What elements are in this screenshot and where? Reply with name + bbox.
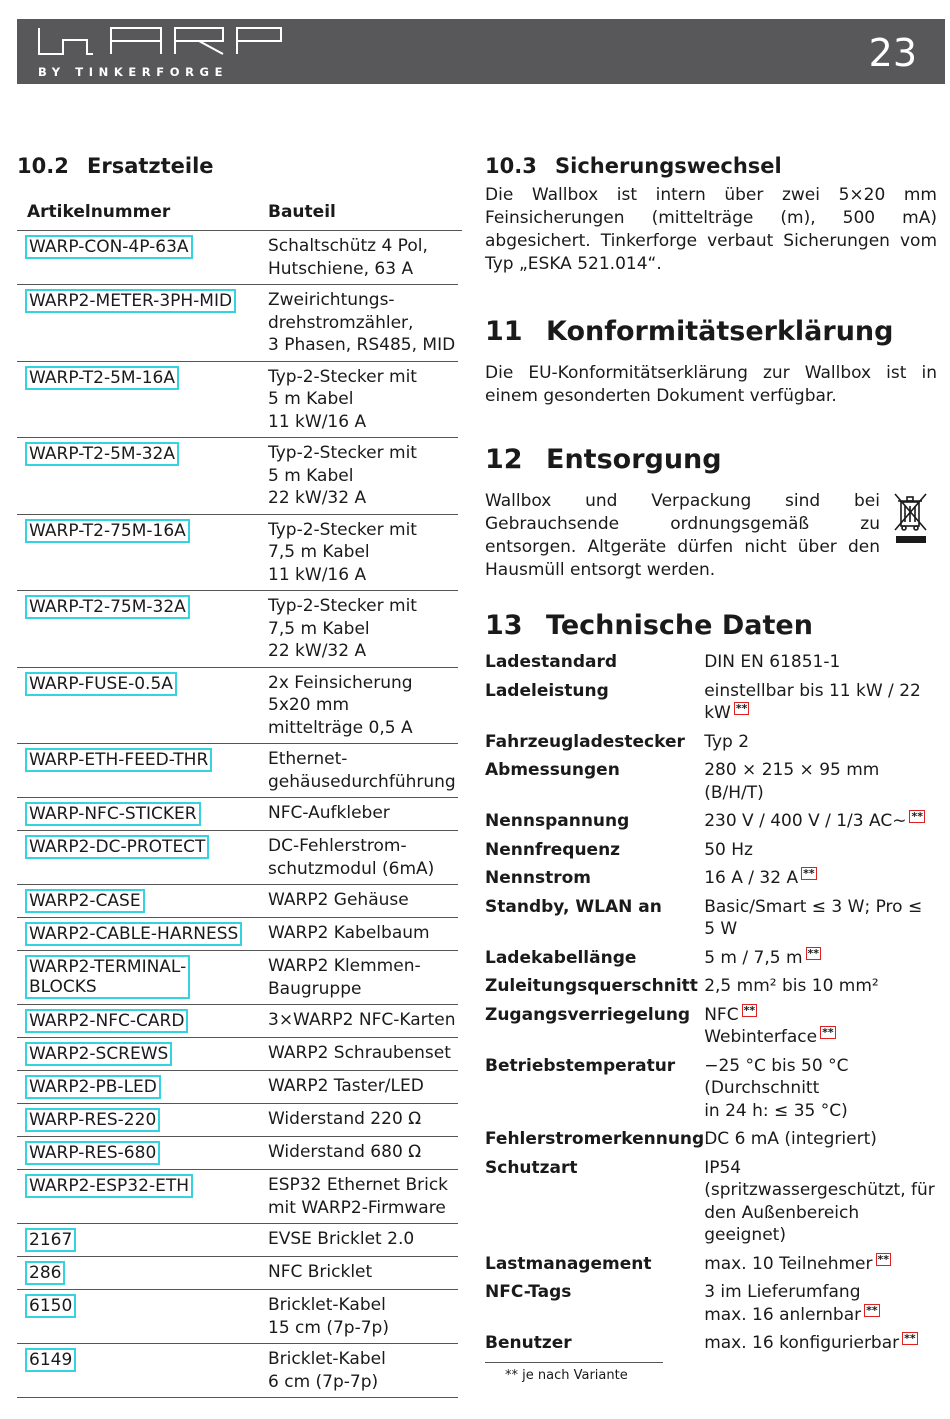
article-cell xyxy=(17,744,268,798)
article-number-link[interactable]: WARP2-NFC-CARD xyxy=(25,1009,188,1033)
part-description: Typ-2-Stecker mit 7,5 m Kabel 11 kW/16 A xyxy=(268,514,458,591)
section-number: 11 xyxy=(485,316,523,347)
section-heading-10-2 xyxy=(17,148,462,184)
page-header xyxy=(17,19,945,84)
spec-key: Ladestandard xyxy=(485,652,618,672)
spec-value-second-line: max. 16 anlernbar xyxy=(704,1304,862,1325)
spec-row xyxy=(485,1125,937,1154)
article-cell xyxy=(17,438,268,515)
spec-value-cell xyxy=(704,864,937,893)
spec-value: 2,5 mm² bis 10 mm² xyxy=(704,976,879,996)
spec-key: Fahrzeugladestecker xyxy=(485,731,685,752)
spec-value-cell xyxy=(704,1052,937,1126)
spec-key: Nennspannung xyxy=(485,811,630,831)
spec-key: Nennstrom xyxy=(485,868,591,888)
table-row xyxy=(17,438,458,515)
article-cell xyxy=(17,591,268,668)
part-description: Ethernet- gehäusedurchführung xyxy=(268,744,458,798)
article-number-link[interactable]: WARP-T2-75M-16A xyxy=(25,519,190,543)
article-number-link[interactable]: WARP2-PB-LED xyxy=(25,1075,161,1099)
spec-value: max. 16 konfigurierbar xyxy=(704,1333,900,1353)
spec-key: Standby, WLAN an xyxy=(485,896,662,917)
spec-value-cell xyxy=(704,728,937,757)
section-title: Technische Daten xyxy=(546,610,813,641)
spec-row xyxy=(485,756,937,807)
conformity-text: Die EU-Konformitätserklärung zur Wallbox ist in einem gesonderten Dokument verfügbar. xyxy=(485,363,937,406)
spec-value: 3 im Lieferumfang xyxy=(704,1282,861,1302)
spec-value-cell xyxy=(704,1001,937,1052)
spec-row xyxy=(485,893,937,944)
spec-key: Zugangsverriegelung xyxy=(485,1004,691,1025)
article-number-link[interactable]: WARP2-METER-3PH-MID xyxy=(25,289,236,313)
table-row xyxy=(17,885,458,918)
article-number-link[interactable]: WARP-FUSE-0.5A xyxy=(25,672,177,696)
parts-table xyxy=(17,231,458,1398)
spec-row xyxy=(485,864,937,893)
variant-footnote-link[interactable]: ** xyxy=(807,946,820,960)
article-cell xyxy=(17,285,268,362)
spec-row xyxy=(485,1154,937,1250)
part-description: Widerstand 680 Ω xyxy=(268,1137,458,1170)
table-row xyxy=(17,1005,458,1038)
table-row xyxy=(17,1170,458,1224)
table-row xyxy=(17,1071,458,1104)
spec-row xyxy=(485,1278,937,1329)
part-description: Bricklet-Kabel 6 cm (7p-7p) xyxy=(268,1344,458,1398)
article-number-link[interactable]: 6150 xyxy=(25,1294,76,1318)
spec-key: Abmessungen xyxy=(485,760,620,780)
spec-key: NFC-Tags xyxy=(485,1282,572,1302)
spec-row xyxy=(485,1329,937,1358)
spec-row xyxy=(485,1001,937,1052)
spec-value: DIN EN 61851-1 xyxy=(704,652,841,672)
table-row xyxy=(17,798,458,831)
part-description: DC-Fehlerstrom- schutzmodul (6mA) xyxy=(268,831,458,885)
variant-footnote-link[interactable]: ** xyxy=(743,1003,756,1017)
spec-row xyxy=(485,972,937,1001)
column-header-part: Bauteil xyxy=(268,202,336,222)
part-description: Zweirichtungs- drehstromzähler, 3 Phasen, RS485, MID xyxy=(268,285,458,362)
article-cell xyxy=(17,1170,268,1224)
spare-parts-section xyxy=(17,148,462,1398)
spec-key: Fehlerstromerkennung xyxy=(485,1129,705,1149)
spec-value: 5 m / 7,5 m xyxy=(704,947,803,968)
part-description: Typ-2-Stecker mit 7,5 m Kabel 22 kW/32 A xyxy=(268,591,458,668)
article-number-link[interactable]: WARP-NFC-STICKER xyxy=(25,802,201,826)
section-title: Entsorgung xyxy=(546,444,722,475)
table-row xyxy=(17,231,458,285)
section-number: 10.3 xyxy=(485,154,537,178)
fuse-text: Die Wallbox ist intern über zwei 5×20 mm Feinsicherungen (mittelträge (m), 500 mA) abgesichert. Tinkerforge verbaut Sicherungen vom Typ „ESKA 521.014“. xyxy=(485,185,937,274)
column-header-article: Artikelnummer xyxy=(27,202,171,222)
part-description: 2x Feinsicherung 5x20 mm mittelträge 0,5 A xyxy=(268,667,458,744)
spec-row xyxy=(485,836,937,865)
spec-value: 50 Hz xyxy=(704,839,753,860)
spec-value: einstellbar bis 11 kW / 22 kW xyxy=(704,680,921,723)
article-cell xyxy=(17,361,268,438)
footnote: ** je nach Variante xyxy=(505,1367,628,1383)
spec-row xyxy=(485,648,937,677)
part-description: 3×WARP2 NFC-Karten xyxy=(268,1005,458,1038)
article-number-link[interactable]: WARP2-CASE xyxy=(25,889,145,913)
article-number-link[interactable]: WARP-CON-4P-63A xyxy=(25,235,193,259)
spec-value-cell xyxy=(704,944,937,973)
section-heading-13 xyxy=(485,604,937,648)
variant-footnote-link[interactable]: ** xyxy=(735,702,748,715)
part-description: Schaltschütz 4 Pol, Hutschiene, 63 A xyxy=(268,231,458,285)
article-number-link[interactable]: 286 xyxy=(25,1261,65,1285)
spec-value-cell xyxy=(704,1250,937,1279)
article-number-link[interactable]: 6149 xyxy=(25,1348,76,1372)
spec-value-cell xyxy=(704,648,937,677)
section-number: 13 xyxy=(485,610,523,641)
table-row xyxy=(17,831,458,885)
variant-footnote-link[interactable]: ** xyxy=(904,1332,916,1345)
part-description: ESP32 Ethernet Brick mit WARP2-Firmware xyxy=(268,1170,458,1224)
article-cell xyxy=(17,1290,268,1344)
article-number-link[interactable]: WARP-T2-5M-16A xyxy=(25,366,179,390)
table-row xyxy=(17,1137,458,1170)
spec-value: Typ 2 xyxy=(704,731,750,752)
section-number: 10.2 xyxy=(17,154,69,178)
table-row xyxy=(17,1104,458,1137)
article-number-link[interactable]: WARP-ETH-FEED-THR xyxy=(25,748,212,772)
spec-value-cell xyxy=(704,893,937,944)
article-cell xyxy=(17,918,268,951)
part-description: Bricklet-Kabel 15 cm (7p-7p) xyxy=(268,1290,458,1344)
article-cell xyxy=(17,1071,268,1104)
table-row xyxy=(17,591,458,668)
table-row xyxy=(17,361,458,438)
article-cell xyxy=(17,231,268,285)
spec-value-cell xyxy=(704,1154,937,1250)
spec-key: Ladekabellänge xyxy=(485,947,637,968)
spec-key: Schutzart xyxy=(485,1157,578,1178)
page-number: 23 xyxy=(868,31,917,75)
section-heading-11 xyxy=(485,310,937,354)
spec-row xyxy=(485,728,937,757)
variant-footnote-link[interactable]: ** xyxy=(803,867,815,880)
variant-footnote-link[interactable]: ** xyxy=(911,810,923,823)
spec-value-cell xyxy=(704,1329,937,1358)
warp-logo xyxy=(37,26,287,62)
part-description: Typ-2-Stecker mit 5 m Kabel 11 kW/16 A xyxy=(268,361,458,438)
parts-table-header xyxy=(17,202,462,231)
section-title: Konformitätserklärung xyxy=(546,316,894,347)
article-number-link[interactable]: 2167 xyxy=(25,1228,76,1252)
spec-key: Zuleitungsquerschnitt xyxy=(485,976,698,996)
spec-value-cell xyxy=(704,1125,937,1154)
article-cell xyxy=(17,1104,268,1137)
table-row xyxy=(17,514,458,591)
part-description: NFC Bricklet xyxy=(268,1257,458,1290)
section-number: 12 xyxy=(485,444,523,475)
article-cell xyxy=(17,885,268,918)
table-row xyxy=(17,667,458,744)
spec-table xyxy=(485,648,937,1358)
weee-crossed-bin-icon xyxy=(891,490,931,550)
article-cell xyxy=(17,831,268,885)
article-number-link[interactable]: WARP2-CABLE-HARNESS xyxy=(25,922,242,946)
part-description: WARP2 Taster/LED xyxy=(268,1071,458,1104)
part-description: Typ-2-Stecker mit 5 m Kabel 22 kW/32 A xyxy=(268,438,458,515)
article-cell xyxy=(17,1038,268,1071)
spec-value: 280 × 215 × 95 mm (B/H/T) xyxy=(704,760,880,803)
article-cell xyxy=(17,1005,268,1038)
table-row xyxy=(17,918,458,951)
table-row xyxy=(17,1344,458,1398)
spec-key: Benutzer xyxy=(485,1333,572,1353)
article-number-link[interactable]: WARP2-TERMINAL- BLOCKS xyxy=(25,955,190,999)
part-description: WARP2 Schraubenset xyxy=(268,1038,458,1071)
article-cell xyxy=(17,1344,268,1398)
logo-subtitle: BY TINKERFORGE xyxy=(38,65,229,79)
article-number-link[interactable]: WARP2-SCREWS xyxy=(25,1042,172,1066)
table-row xyxy=(17,744,458,798)
spec-key: Ladeleistung xyxy=(485,680,609,701)
spec-value: NFC xyxy=(704,1004,739,1025)
table-row xyxy=(17,285,458,362)
disposal-text: Wallbox und Verpackung sind bei Gebrauchsende ordnungsgemäß zu entsorgen. Altgeräte dürfen nicht über den Hausmüll entsorgt werden. xyxy=(485,491,880,580)
section-heading-12 xyxy=(485,438,937,482)
table-row xyxy=(17,1038,458,1071)
part-description: Widerstand 220 Ω xyxy=(268,1104,458,1137)
spec-value: Basic/Smart ≤ 3 W; Pro ≤ 5 W xyxy=(704,896,923,939)
variant-footnote-link[interactable]: ** xyxy=(877,1252,890,1266)
spec-value-cell xyxy=(704,836,937,865)
table-row xyxy=(17,1224,458,1257)
table-row xyxy=(17,1290,458,1344)
table-row xyxy=(17,1257,458,1290)
article-number-link[interactable]: WARP2-ESP32-ETH xyxy=(25,1174,193,1198)
spec-row xyxy=(485,1250,937,1279)
spec-value: 230 V / 400 V / 1/3 AC∼ xyxy=(704,811,907,831)
right-column xyxy=(485,148,937,1383)
article-number-link[interactable]: WARP-T2-5M-32A xyxy=(25,442,179,466)
article-cell xyxy=(17,951,268,1005)
spec-value: IP54 (spritzwassergeschützt, für den Außenbereich geeignet) xyxy=(704,1157,935,1245)
spec-value: −25 °C bis 50 °C (Durchschnitt in 24 h: ≤ 35 °C) xyxy=(704,1055,849,1121)
part-description: NFC-Aufkleber xyxy=(268,798,458,831)
spec-key: Lastmanagement xyxy=(485,1253,652,1274)
spec-value-cell xyxy=(704,972,937,1001)
part-description: EVSE Bricklet 2.0 xyxy=(268,1224,458,1257)
article-cell xyxy=(17,1137,268,1170)
section-heading-10-3 xyxy=(485,148,937,184)
table-row xyxy=(17,951,458,1005)
spec-row xyxy=(485,944,937,973)
article-cell xyxy=(17,1224,268,1257)
article-cell xyxy=(17,667,268,744)
article-number-link[interactable]: WARP-RES-220 xyxy=(25,1108,160,1132)
article-cell xyxy=(17,514,268,591)
spec-value: 16 A / 32 A xyxy=(704,868,799,888)
spec-value-second-line: Webinterface xyxy=(704,1027,818,1047)
article-number-link[interactable]: WARP-RES-680 xyxy=(25,1141,160,1165)
spec-key: Nennfrequenz xyxy=(485,839,621,860)
variant-footnote-link[interactable]: ** xyxy=(822,1026,834,1039)
spec-row xyxy=(485,1052,937,1126)
spec-value-cell xyxy=(704,807,937,836)
spec-value-cell xyxy=(704,756,937,807)
spec-value-cell xyxy=(704,677,937,728)
spec-value-cell xyxy=(704,1278,937,1329)
spec-key: Betriebstemperatur xyxy=(485,1055,676,1076)
article-cell xyxy=(17,798,268,831)
article-number-link[interactable]: WARP-T2-75M-32A xyxy=(25,595,190,619)
spec-value: max. 10 Teilnehmer xyxy=(704,1253,873,1274)
article-cell xyxy=(17,1257,268,1290)
spec-row xyxy=(485,807,937,836)
footnote-rule xyxy=(485,1362,663,1363)
part-description: WARP2 Kabelbaum xyxy=(268,918,458,951)
part-description: WARP2 Gehäuse xyxy=(268,885,458,918)
variant-footnote-link[interactable]: ** xyxy=(866,1303,878,1317)
section-title: Ersatzteile xyxy=(87,154,214,178)
part-description: WARP2 Klemmen- Baugruppe xyxy=(268,951,458,1005)
section-title: Sicherungswechsel xyxy=(555,154,782,178)
article-number-link[interactable]: WARP2-DC-PROTECT xyxy=(25,835,209,859)
spec-value: DC 6 mA (integriert) xyxy=(704,1129,877,1149)
spec-row xyxy=(485,677,937,728)
